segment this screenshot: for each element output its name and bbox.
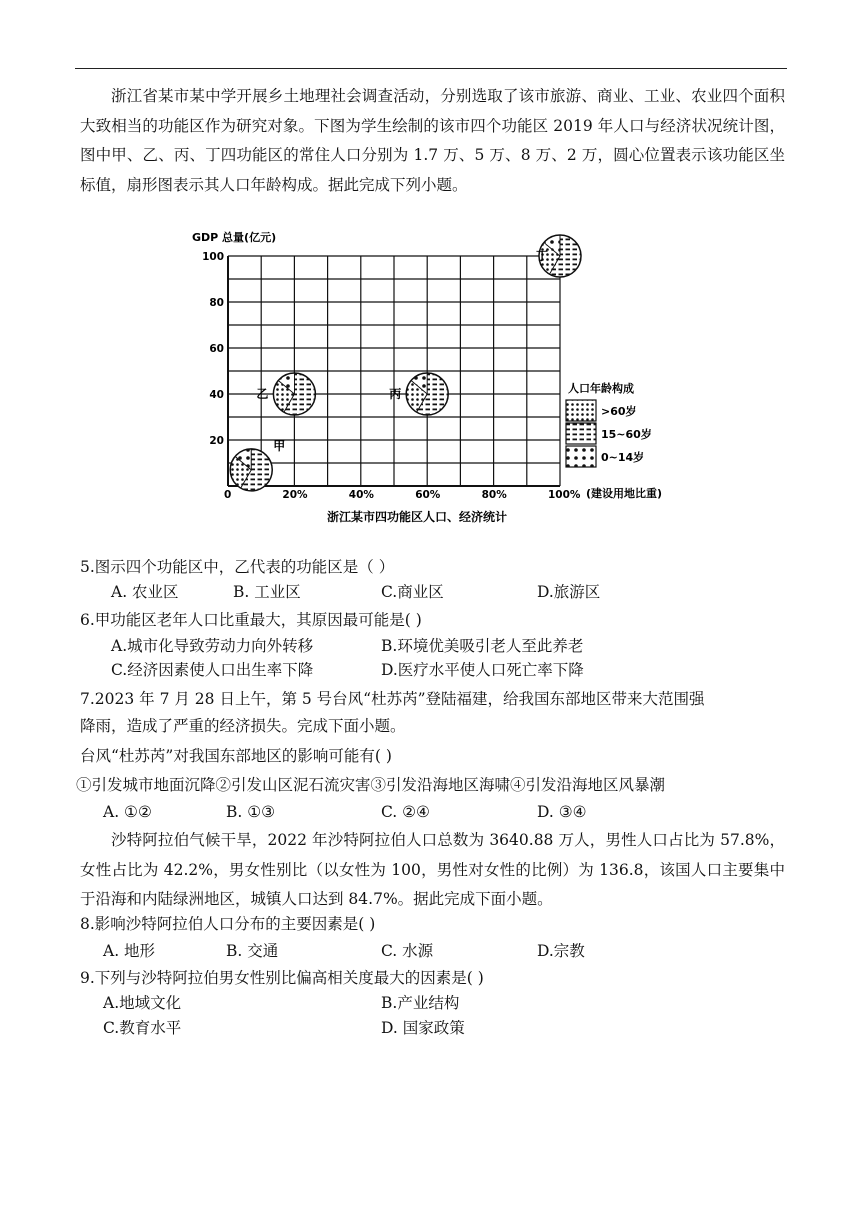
question-7-stem-line1: 7.2023 年 7 月 28 日上午，第 5 号台风“杜苏芮”登陆福建，给我国东部地区带来大范围强 <box>80 690 705 708</box>
question-6-stem: 6.甲功能区老年人口比重最大，其原因最可能是( ) <box>80 611 422 629</box>
q5-option-d[interactable]: D.旅游区 <box>537 583 601 601</box>
legend-label: >60岁 <box>601 405 637 418</box>
y-tick-label: 20 <box>209 435 224 447</box>
q6-option-a[interactable]: A.城市化导致劳动力向外转移 <box>111 637 314 655</box>
q8-option-b[interactable]: B. 交通 <box>226 942 279 960</box>
q8-option-a[interactable]: A. 地形 <box>103 942 156 960</box>
zone-label: 丙 <box>389 387 402 401</box>
q8-option-d[interactable]: D.宗教 <box>537 942 585 960</box>
q9-option-d[interactable]: D. 国家政策 <box>381 1019 465 1037</box>
q9-option-c[interactable]: C.教育水平 <box>103 1019 182 1037</box>
function-zone-marker <box>536 235 581 277</box>
zone-label: 甲 <box>273 438 286 453</box>
y-tick-label: 80 <box>209 297 224 309</box>
zone-label: 乙 <box>256 387 269 401</box>
function-zone-marker <box>230 439 285 491</box>
q7-option-b[interactable]: B. ①③ <box>226 803 276 821</box>
y-tick-label: 60 <box>209 343 224 355</box>
q7-option-d[interactable]: D. ③④ <box>537 803 587 821</box>
legend-label: 0~14岁 <box>601 451 645 464</box>
legend-swatch <box>566 423 596 444</box>
question-7-stem-line2: 降雨，造成了严重的经济损失。完成下面小题。 <box>80 717 406 735</box>
chart-points <box>230 235 581 491</box>
chart-legend <box>566 381 652 467</box>
x-axis-label: (建设用地比重) <box>586 487 663 500</box>
question-7-sub-stem: 台风“杜苏芮”对我国东部地区的影响可能有( ) <box>80 747 392 765</box>
header-rule <box>75 68 787 69</box>
legend-title: 人口年龄构成 <box>568 382 634 395</box>
chart-title: 浙江某市四功能区人口、经济统计 <box>327 510 508 524</box>
q9-option-b[interactable]: B.产业结构 <box>381 994 460 1012</box>
x-tick-label: 20% <box>282 489 308 501</box>
intro-paragraph: 浙江省某市某中学开展乡土地理社会调查活动，分别选取了该市旅游、商业、工业、农业四个面积大致相当的功能区作为研究对象。下图为学生绘制的该市四个功能区 2019 年人口与经济状况统计图，图中甲、乙、丙、丁四功能区的常住人口分别为 1.7 万、5 万、8 万、2 万，圆心位置表示该功能区坐标值，扇形图表示其人口年龄构成。据此完成下列小题。 <box>80 87 785 194</box>
y-tick-label: 100 <box>202 251 224 263</box>
legend-swatch <box>566 400 596 421</box>
question-8-stem: 8.影响沙特阿拉伯人口分布的主要因素是( ) <box>80 915 376 933</box>
function-zone-marker <box>256 373 315 415</box>
q8-option-c[interactable]: C. 水源 <box>381 942 434 960</box>
question-9-stem: 9.下列与沙特阿拉伯男女性别比偏高相关度最大的因素是( ) <box>80 969 484 987</box>
q9-option-a[interactable]: A.地域文化 <box>103 994 182 1012</box>
q7-option-a[interactable]: A. ①② <box>103 803 152 821</box>
x-tick-label: 40% <box>348 489 374 501</box>
q6-option-d[interactable]: D.医疗水平使人口死亡率下降 <box>381 661 584 679</box>
y-axis-label: GDP 总量(亿元) <box>192 231 277 244</box>
legend-label: 15~60岁 <box>601 428 652 441</box>
y-tick-label: 40 <box>209 389 224 401</box>
question-5-stem: 5.图示四个功能区中，乙代表的功能区是（ ） <box>80 558 395 576</box>
q6-option-b[interactable]: B.环境优美吸引老人至此养老 <box>381 637 584 655</box>
x-tick-label: 60% <box>415 489 441 501</box>
q5-option-a[interactable]: A. 农业区 <box>111 583 179 601</box>
zone-label: 丁 <box>536 249 549 263</box>
population-economy-chart <box>180 222 700 532</box>
function-zone-marker <box>389 373 448 415</box>
question-7-statements: ①引发城市地面沉降②引发山区泥石流灾害③引发沿海地区海啸④引发沿海地区风暴潮 <box>76 776 666 794</box>
legend-swatch <box>566 446 596 467</box>
saudi-paragraph: 沙特阿拉伯气候干旱，2022 年沙特阿拉伯人口总数为 3640.88 万人，男性人口占比为 57.8%，女性占比为 42.2%，男女性别比（以女性为 100，男性对女性的比例）为 136.8，该国人口主要集中于沿海和内陆绿洲地区，城镇人口达到 84.7%。据此完成下面小题。 <box>80 831 785 908</box>
q5-option-c[interactable]: C.商业区 <box>381 583 444 601</box>
q5-option-b[interactable]: B. 工业区 <box>233 583 301 601</box>
q6-option-c[interactable]: C.经济因素使人口出生率下降 <box>111 661 314 679</box>
x-tick-label: 80% <box>481 489 507 501</box>
x-tick-label: 100% <box>548 489 581 501</box>
q7-option-c[interactable]: C. ②④ <box>381 803 430 821</box>
x-tick-label: 0 <box>224 489 232 501</box>
